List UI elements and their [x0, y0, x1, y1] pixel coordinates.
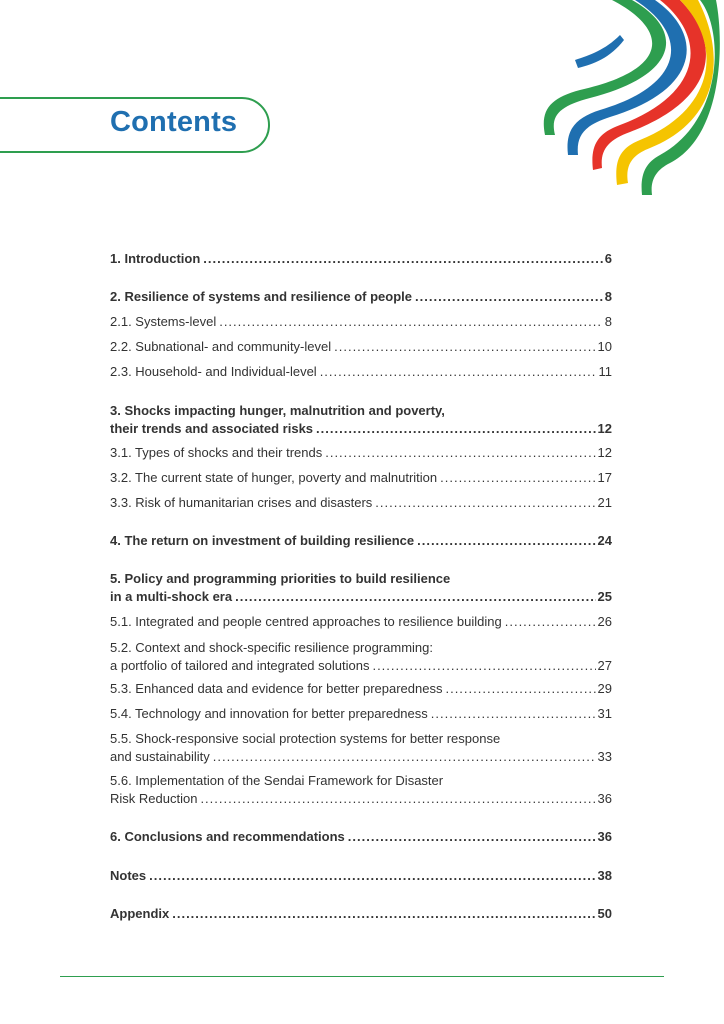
toc-entry[interactable]	[110, 705, 612, 723]
toc-page-number: 6	[604, 251, 612, 266]
dot-leader	[235, 588, 595, 606]
toc-entry[interactable]	[110, 250, 612, 268]
dot-leader	[440, 469, 595, 487]
dot-leader	[417, 532, 595, 550]
toc-entry-title: 3.3. Risk of humanitarian crises and disasters	[110, 495, 373, 510]
dot-leader	[431, 705, 596, 723]
toc-entry[interactable]	[110, 313, 612, 331]
toc-entry-title: a portfolio of tailored and integrated solutions	[110, 658, 370, 673]
toc-entry-title: 2. Resilience of systems and resilience of people	[110, 289, 413, 304]
toc-page-number: 31	[597, 706, 612, 721]
toc-entry[interactable]	[110, 363, 612, 381]
toc-entry[interactable]	[110, 532, 612, 550]
toc-entry-title: their trends and associated risks	[110, 421, 314, 436]
toc-page-number: 33	[597, 749, 612, 764]
dot-leader	[172, 905, 595, 923]
toc-entry[interactable]	[110, 680, 612, 698]
toc-entry[interactable]	[110, 772, 612, 808]
toc-entry[interactable]	[110, 469, 612, 487]
toc-page-number: 12	[597, 421, 612, 436]
toc-entry[interactable]	[110, 730, 612, 766]
toc-entry[interactable]	[110, 867, 612, 885]
dot-leader	[348, 828, 596, 846]
toc-entry-title-line: 5. Policy and programming priorities to build resilience	[110, 571, 451, 586]
toc-entry-title: 2.1. Systems-level	[110, 314, 217, 329]
toc-page-number: 25	[597, 589, 612, 604]
dot-leader	[200, 790, 595, 808]
toc-page-number: 50	[597, 906, 612, 921]
dot-leader	[149, 867, 595, 885]
toc-entry-title: 3.1. Types of shocks and their trends	[110, 445, 323, 460]
toc-entry-title: and sustainability	[110, 749, 210, 764]
dot-leader	[415, 288, 603, 306]
toc-entry-title-line: 3. Shocks impacting hunger, malnutrition and poverty,	[110, 403, 445, 418]
toc-page-number: 17	[597, 470, 612, 485]
dot-leader	[203, 250, 602, 268]
toc-entry-title: 6. Conclusions and recommendations	[110, 829, 345, 844]
toc-entry-title: 2.3. Household- and Individual-level	[110, 364, 317, 379]
toc-entry[interactable]	[110, 338, 612, 356]
ribbon-logo	[520, 0, 724, 200]
toc-page-number: 29	[597, 681, 612, 696]
dot-leader	[325, 444, 595, 462]
toc-page-number: 11	[598, 364, 612, 379]
footer-divider	[60, 976, 664, 977]
toc-entry-title-line: 5.5. Shock-responsive social protection systems for better response	[110, 731, 501, 746]
dot-leader	[372, 657, 595, 675]
toc-entry-title: 5.4. Technology and innovation for better preparedness	[110, 706, 428, 721]
toc-page-number: 38	[597, 868, 612, 883]
toc-entry-title: in a multi-shock era	[110, 589, 233, 604]
toc-entry[interactable]	[110, 402, 612, 438]
toc-page-number: 36	[597, 791, 612, 806]
toc-entry-title-line: 5.6. Implementation of the Sendai Framework for Disaster	[110, 773, 444, 788]
toc-entry[interactable]	[110, 444, 612, 462]
toc-entry-title: 5.3. Enhanced data and evidence for better preparedness	[110, 681, 443, 696]
dot-leader	[219, 313, 603, 331]
toc-entry-title: 4. The return on investment of building resilience	[110, 533, 415, 548]
toc-page-number: 27	[597, 658, 612, 673]
dot-leader	[375, 494, 595, 512]
toc-entry-title: Appendix	[110, 906, 170, 921]
toc-entry-title: 2.2. Subnational- and community-level	[110, 339, 332, 354]
toc-entry[interactable]	[110, 494, 612, 512]
toc-entry-title-line: 5.2. Context and shock-specific resilience programming:	[110, 640, 433, 655]
dot-leader	[334, 338, 595, 356]
toc-page-number: 12	[597, 445, 612, 460]
toc-entry[interactable]	[110, 905, 612, 923]
toc-entry[interactable]	[110, 828, 612, 846]
dot-leader	[320, 363, 597, 381]
toc-entry[interactable]	[110, 613, 612, 631]
toc-page-number: 36	[597, 829, 612, 844]
dot-leader	[213, 748, 596, 766]
toc-page-number: 10	[597, 339, 612, 354]
toc-entry[interactable]	[110, 570, 612, 606]
dot-leader	[316, 420, 596, 438]
toc-page-number: 26	[597, 614, 612, 629]
toc-entry[interactable]	[110, 288, 612, 306]
toc-entry-title: 5.1. Integrated and people centred approaches to resilience building	[110, 614, 502, 629]
toc-entry-title: 3.2. The current state of hunger, poverty and malnutrition	[110, 470, 438, 485]
toc-entry-title: 1. Introduction	[110, 251, 201, 266]
toc-page-number: 8	[604, 314, 612, 329]
page-title: Contents	[110, 106, 238, 138]
toc-entry-title: Notes	[110, 868, 147, 883]
toc-entry[interactable]	[110, 639, 612, 675]
toc-entry-title: Risk Reduction	[110, 791, 198, 806]
toc-page-number: 8	[604, 289, 612, 304]
toc-page-number: 24	[597, 533, 612, 548]
toc-page-number: 21	[597, 495, 612, 510]
dot-leader	[445, 680, 595, 698]
dot-leader	[505, 613, 596, 631]
